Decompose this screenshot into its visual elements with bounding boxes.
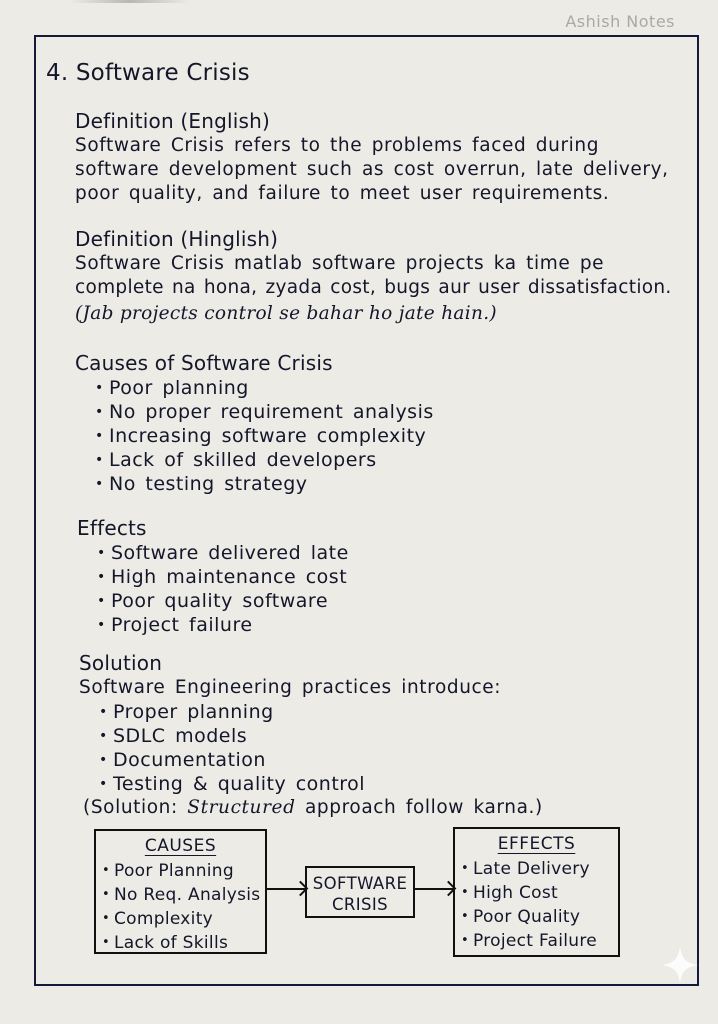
sparkle-icon bbox=[660, 945, 700, 985]
list-item: • Late Delivery bbox=[461, 857, 618, 881]
list-item: • Project failure bbox=[97, 613, 349, 637]
solution-note bbox=[83, 796, 543, 820]
list-item: • No Req. Analysis bbox=[102, 883, 265, 907]
solution-note-prefix: (Solution: bbox=[83, 797, 188, 818]
diagram-effects-list bbox=[455, 857, 618, 953]
list-item: • No testing strategy bbox=[95, 472, 434, 496]
effects-heading: Effects bbox=[77, 516, 147, 540]
diagram-causes-box bbox=[94, 829, 267, 954]
solution-section bbox=[79, 650, 543, 820]
list-item: • Project Failure bbox=[461, 929, 618, 953]
arrow-right-icon bbox=[415, 888, 453, 890]
page-edge-shadow bbox=[70, 0, 190, 3]
definition-hinglish-note: (Jab projects control se bahar ho jate hain.) bbox=[75, 303, 497, 324]
causes-list bbox=[75, 376, 434, 496]
list-item: • Poor Quality bbox=[461, 905, 618, 929]
list-item: • Complexity bbox=[102, 907, 265, 931]
definition-hinglish-section bbox=[75, 226, 672, 328]
definition-english-section bbox=[75, 108, 669, 206]
definition-hinglish-line: complete na hona, zyada cost, bugs aur user dissatisfaction. bbox=[75, 277, 672, 298]
page-title: 4. Software Crisis bbox=[46, 60, 250, 86]
solution-list bbox=[79, 700, 543, 796]
arrow-right-icon bbox=[267, 888, 305, 890]
list-item: • SDLC models bbox=[99, 724, 543, 748]
diagram-software-crisis-box bbox=[305, 866, 415, 918]
list-item: • High maintenance cost bbox=[97, 565, 349, 589]
definition-english-heading: Definition (English) bbox=[75, 109, 271, 133]
list-item: • High Cost bbox=[461, 881, 618, 905]
effects-list bbox=[77, 541, 349, 637]
solution-note-suffix: approach follow karna.) bbox=[295, 797, 543, 818]
diagram-effects-title: EFFECTS bbox=[497, 834, 576, 854]
diagram-center-line: SOFTWARE bbox=[312, 874, 408, 893]
list-item: • Increasing software complexity bbox=[95, 424, 434, 448]
definition-hinglish-line: Software Crisis matlab software projects ka time pe bbox=[75, 253, 605, 274]
causes-heading: Causes of Software Crisis bbox=[75, 351, 333, 375]
solution-note-emphasis: Structured bbox=[187, 797, 296, 818]
definition-hinglish-heading: Definition (Hinglish) bbox=[75, 227, 279, 251]
solution-intro: Software Engineering practices introduce: bbox=[79, 677, 502, 698]
list-item: • No proper requirement analysis bbox=[95, 400, 434, 424]
list-item: • Poor Planning bbox=[102, 859, 265, 883]
effects-section bbox=[77, 515, 349, 637]
list-item: • Software delivered late bbox=[97, 541, 349, 565]
diagram-center-line: CRISIS bbox=[331, 895, 389, 914]
diagram-effects-box bbox=[453, 827, 620, 957]
definition-english-line: software development such as cost overrun, late delivery, bbox=[75, 159, 669, 180]
list-item: • Poor planning bbox=[95, 376, 434, 400]
list-item: • Lack of Skills bbox=[102, 931, 265, 955]
definition-english-line: Software Crisis refers to the problems faced during bbox=[75, 135, 600, 156]
solution-heading: Solution bbox=[79, 651, 163, 675]
list-item: • Lack of skilled developers bbox=[95, 448, 434, 472]
list-item: • Poor quality software bbox=[97, 589, 349, 613]
definition-english-line: poor quality, and failure to meet user requirements. bbox=[75, 183, 610, 204]
list-item: • Documentation bbox=[99, 748, 543, 772]
watermark: Ashish Notes bbox=[565, 12, 675, 31]
causes-section bbox=[75, 350, 434, 496]
list-item: • Proper planning bbox=[99, 700, 543, 724]
diagram-causes-list bbox=[96, 859, 265, 955]
diagram-causes-title: CAUSES bbox=[144, 836, 217, 856]
list-item: • Testing & quality control bbox=[99, 772, 543, 796]
